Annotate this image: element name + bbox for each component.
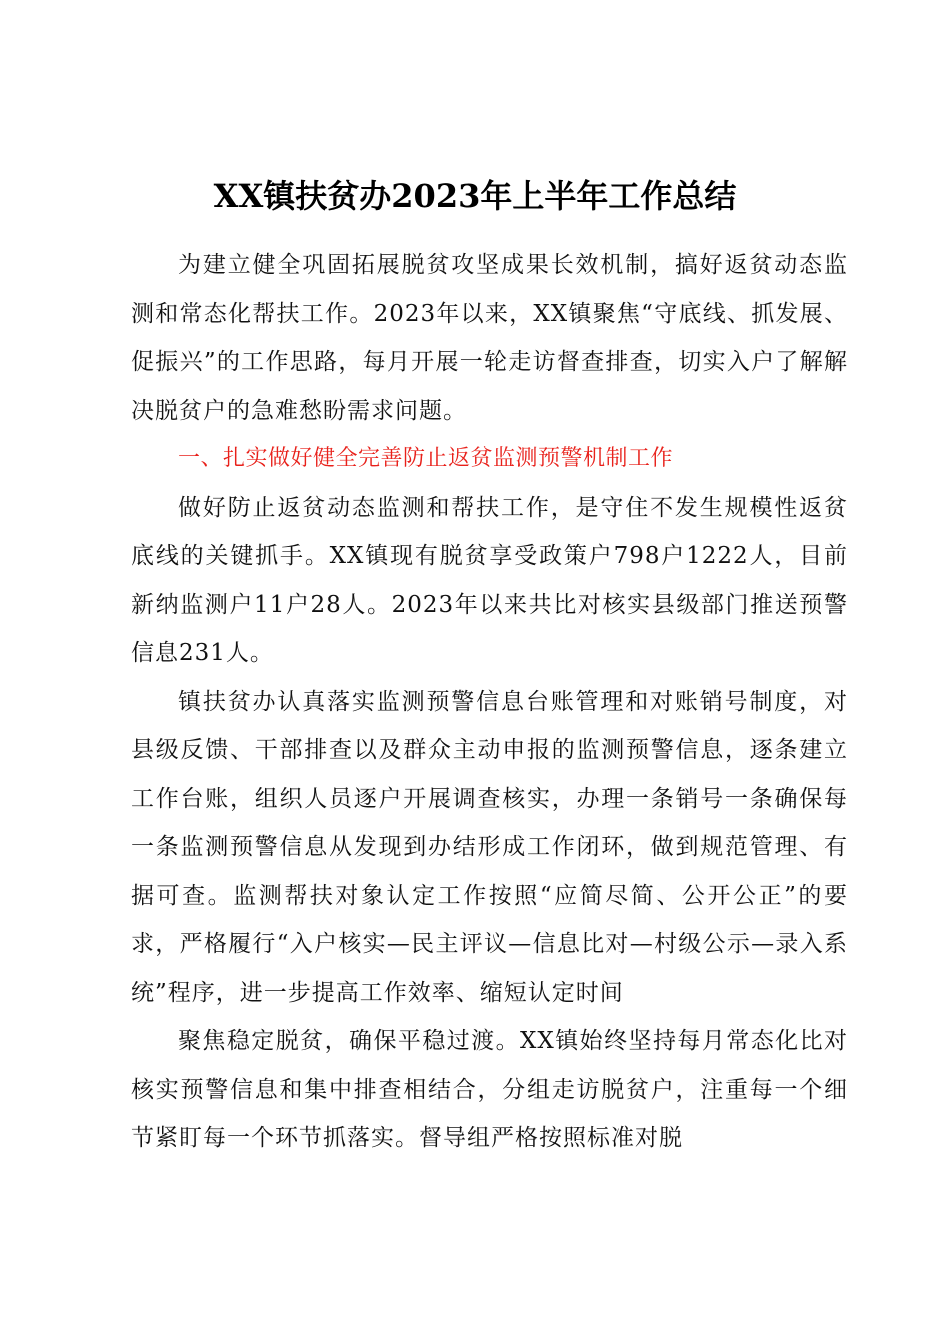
document-body: [131, 241, 848, 1163]
section-1-paragraph-3: 聚焦稳定脱贫，确保平稳过渡。XX镇始终坚持每月常态化比对核实预警信息和集中排查相结合，分组走访脱贫户，注重每一个细节紧盯每一个环节抓落实。督导组严格按照标准对脱: [131, 1028, 848, 1151]
section-heading-1: 一、扎实做好健全完善防止返贫监测预警机制工作: [178, 446, 674, 471]
section-1-paragraph-1: 做好防止返贫动态监测和帮扶工作，是守住不发生规模性返贫底线的关键抓手。XX镇现有脱贫享受政策户798户1222人，目前新纳监测户11户28人。2023年以来共比对核实县级部门推送预警信息231人。: [131, 494, 848, 666]
intro-paragraph: 为建立健全巩固拓展脱贫攻坚成果长效机制，搞好返贫动态监测和常态化帮扶工作。2023年以来，XX镇聚焦“守底线、抓发展、促振兴”的工作思路，每月开展一轮走访督查排查，切实入户了解解决脱贫户的急难愁盼需求问题。: [131, 252, 848, 424]
section-1-paragraph-2: 镇扶贫办认真落实监测预警信息台账管理和对账销号制度，对县级反馈、干部排查以及群众主动申报的监测预警信息，逐条建立工作台账，组织人员逐户开展调查核实，办理一条销号一条确保每一条监测预警信息从发现到办结形成工作闭环，做到规范管理、有据可查。监测帮扶对象认定工作按照“应简尽简、公开公正”的要求，严格履行“入户核实—民主评议—信息比对—村级公示—录入系统”程序，进一步提高工作效率、缩短认定时间: [131, 688, 848, 1006]
document-title: XX镇扶贫办2023年上半年工作总结: [213, 177, 737, 215]
